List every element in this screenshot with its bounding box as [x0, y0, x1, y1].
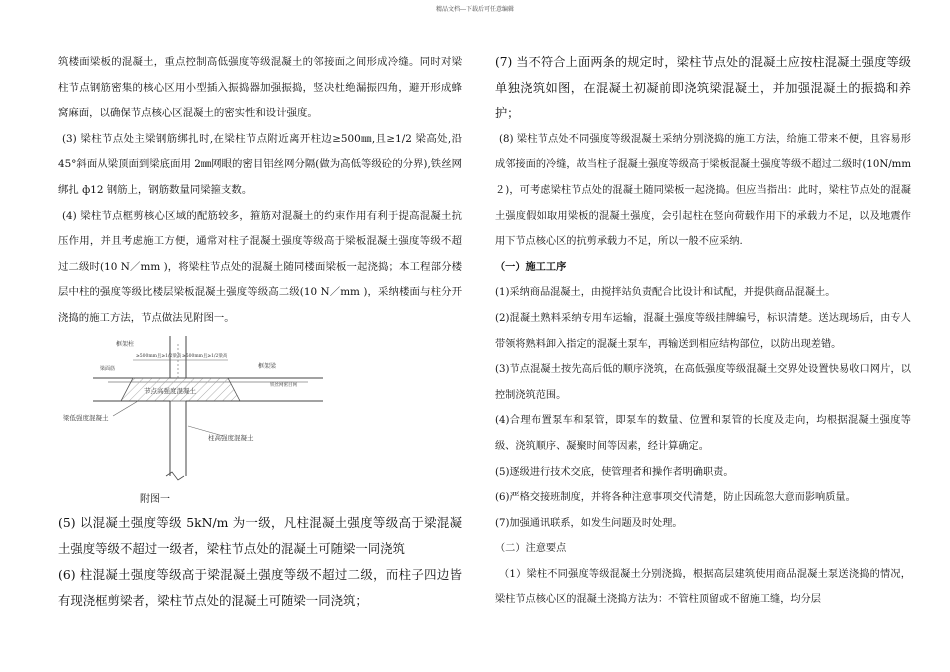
paragraph: (6) 柱混凝土强度等级高于梁混凝土强度等级不超过二级，而柱子四边皆有现浇框剪梁者，梁柱节点处的混凝土可随梁一同浇筑； — [58, 566, 462, 608]
figure-caption: 附图一 — [140, 493, 170, 505]
joint-diagram-svg — [58, 336, 358, 486]
label-beam-rebar: 梁面筋 — [100, 365, 116, 372]
page-header: 精品文档---下载后可任意编辑 — [435, 6, 515, 13]
paragraph: (4) 梁柱节点框剪核心区域的配筋较多，箍筋对混凝土的约束作用有利于提高混凝土抗压作用，并且考虑施工方便，通常对柱子混凝土强度等级高于梁板混凝土强度等级不超过二级时(10 N／mm )，将梁柱节点处的混凝土随同楼面梁板一起浇捣；本工程部分楼层中柱的强度等级比楼层梁板混凝土强度等级高二级(10 N／mm )，采纳楼面与柱分开浇捣的施工方法，节点做法见附图一。 — [58, 209, 462, 324]
label-dim-right: ≥500mm且≥1/2梁高 — [182, 353, 228, 359]
label-dim-left: ≥500mm且≥1/2梁高 — [136, 353, 182, 359]
label-mesh: 铁丝网密目网 — [270, 382, 297, 388]
section-heading: （二）注意要点 — [495, 543, 567, 555]
paragraph: (1)采纳商品混凝土，由搅拌站负责配合比设计和试配，并提供商品混凝土。 — [495, 287, 836, 299]
paragraph: (5) 以混凝土强度等级 5kN/m 为一级，凡柱混凝土强度等级高于梁混凝土强度等级不超过一级者，梁柱节点处的混凝土可随梁一同浇筑 — [58, 514, 462, 556]
paragraph: (4)合理布置泵车和泵管，即泵车的数量、位置和泵管的长度及走向，均根据混凝土强度等级、浇筑顺序、凝聚时间等因素，经计算确定。 — [495, 415, 911, 452]
paragraph: (7) 当不符合上面两条的规定时，梁柱节点处的混凝土应按柱混凝土强度等级单独浇筑如图，在混凝土初凝前即浇筑梁混凝土，并加强混凝土的振捣和养护； — [495, 55, 911, 121]
right-column — [495, 50, 911, 613]
paragraph: (8) 梁柱节点处不同强度等级混凝土采纳分别浇捣的施工方法，给施工带来不便，且容易形成邻接面的冷缝，故当柱子混凝土强度等级高于梁板混凝土强度等级不超过二级时(10N/mm ２)，可考虑梁柱节点处的混凝土随同梁板一起浇捣。但应当指出：此时，梁柱节点处的混凝土强度假如取用梁板的混凝土强度，会引起柱在竖向荷载作用下的承载力不足，以及地震作用下节点核心区的抗剪承载力不足，所以一般不应采纳. — [495, 133, 911, 248]
paragraph: 筑楼面梁板的混凝土，重点控制高低强度等级混凝土的邻接面之间形成冷缝。同时对梁柱节点钢筋密集的核心区用小型插入振捣器加强振捣，竖决杜绝漏振四角，避开形成蜂窝麻面，以确保节点核心区混凝土的密实性和设计强度。 — [58, 56, 462, 120]
label-column-top: 框架柱 — [116, 340, 135, 348]
joint-diagram — [58, 336, 462, 488]
label-column-high: 柱高强度混凝土 — [208, 433, 254, 442]
paragraph: （1）梁柱不同强度等级混凝土分别浇捣，根据高层建筑使用商品混凝土泵送浇捣的情况，梁柱节点核心区的混凝土浇捣方法为：不管柱顶留或不留施工缝，均分层 — [495, 568, 911, 606]
paragraph: (2)混凝土熟料采纳专用车运输，混凝土强度等级挂牌编号，标识清楚。送达现场后，由专人带领将熟料卸入指定的混凝土泵车，再输送到相应结构部位，以防出现差错。 — [495, 312, 911, 350]
paragraph: (5)逐级进行技术交底，使管理者和操作者明确职责。 — [495, 466, 734, 478]
paragraph: (3)节点混凝土按先高后低的顺序浇筑，在高低强度等级混凝土交界处设置快易收口网片，以控制浇筑范围。 — [495, 364, 911, 401]
label-beam-low: 梁低强度混凝土 — [63, 413, 109, 422]
left-column — [58, 50, 462, 614]
label-frame-beam: 框架梁 — [258, 362, 277, 370]
paragraph: (3) 梁柱节点处主梁钢筋绑扎时,在梁柱节点附近离开柱边≥500㎜,且≥1/2 梁高处,沿45°斜面从梁顶面到梁底面用 2㎜网眼的密目铝丝网分隔(做为高低等级砼的分界),铁丝网绑扎 ф12 钢筋上，钢筋数量同梁箍支数。 — [58, 132, 462, 196]
section-heading: （一）施工工序 — [495, 260, 567, 273]
paragraph: (7)加强通讯联系，如发生问题及时处理。 — [495, 517, 683, 529]
paragraph: (6)严格交接班制度，并将各种注意事项交代清楚，防止因疏忽大意而影响质量。 — [495, 492, 856, 504]
label-node-concrete: 节点高强度混凝土 — [144, 386, 196, 395]
